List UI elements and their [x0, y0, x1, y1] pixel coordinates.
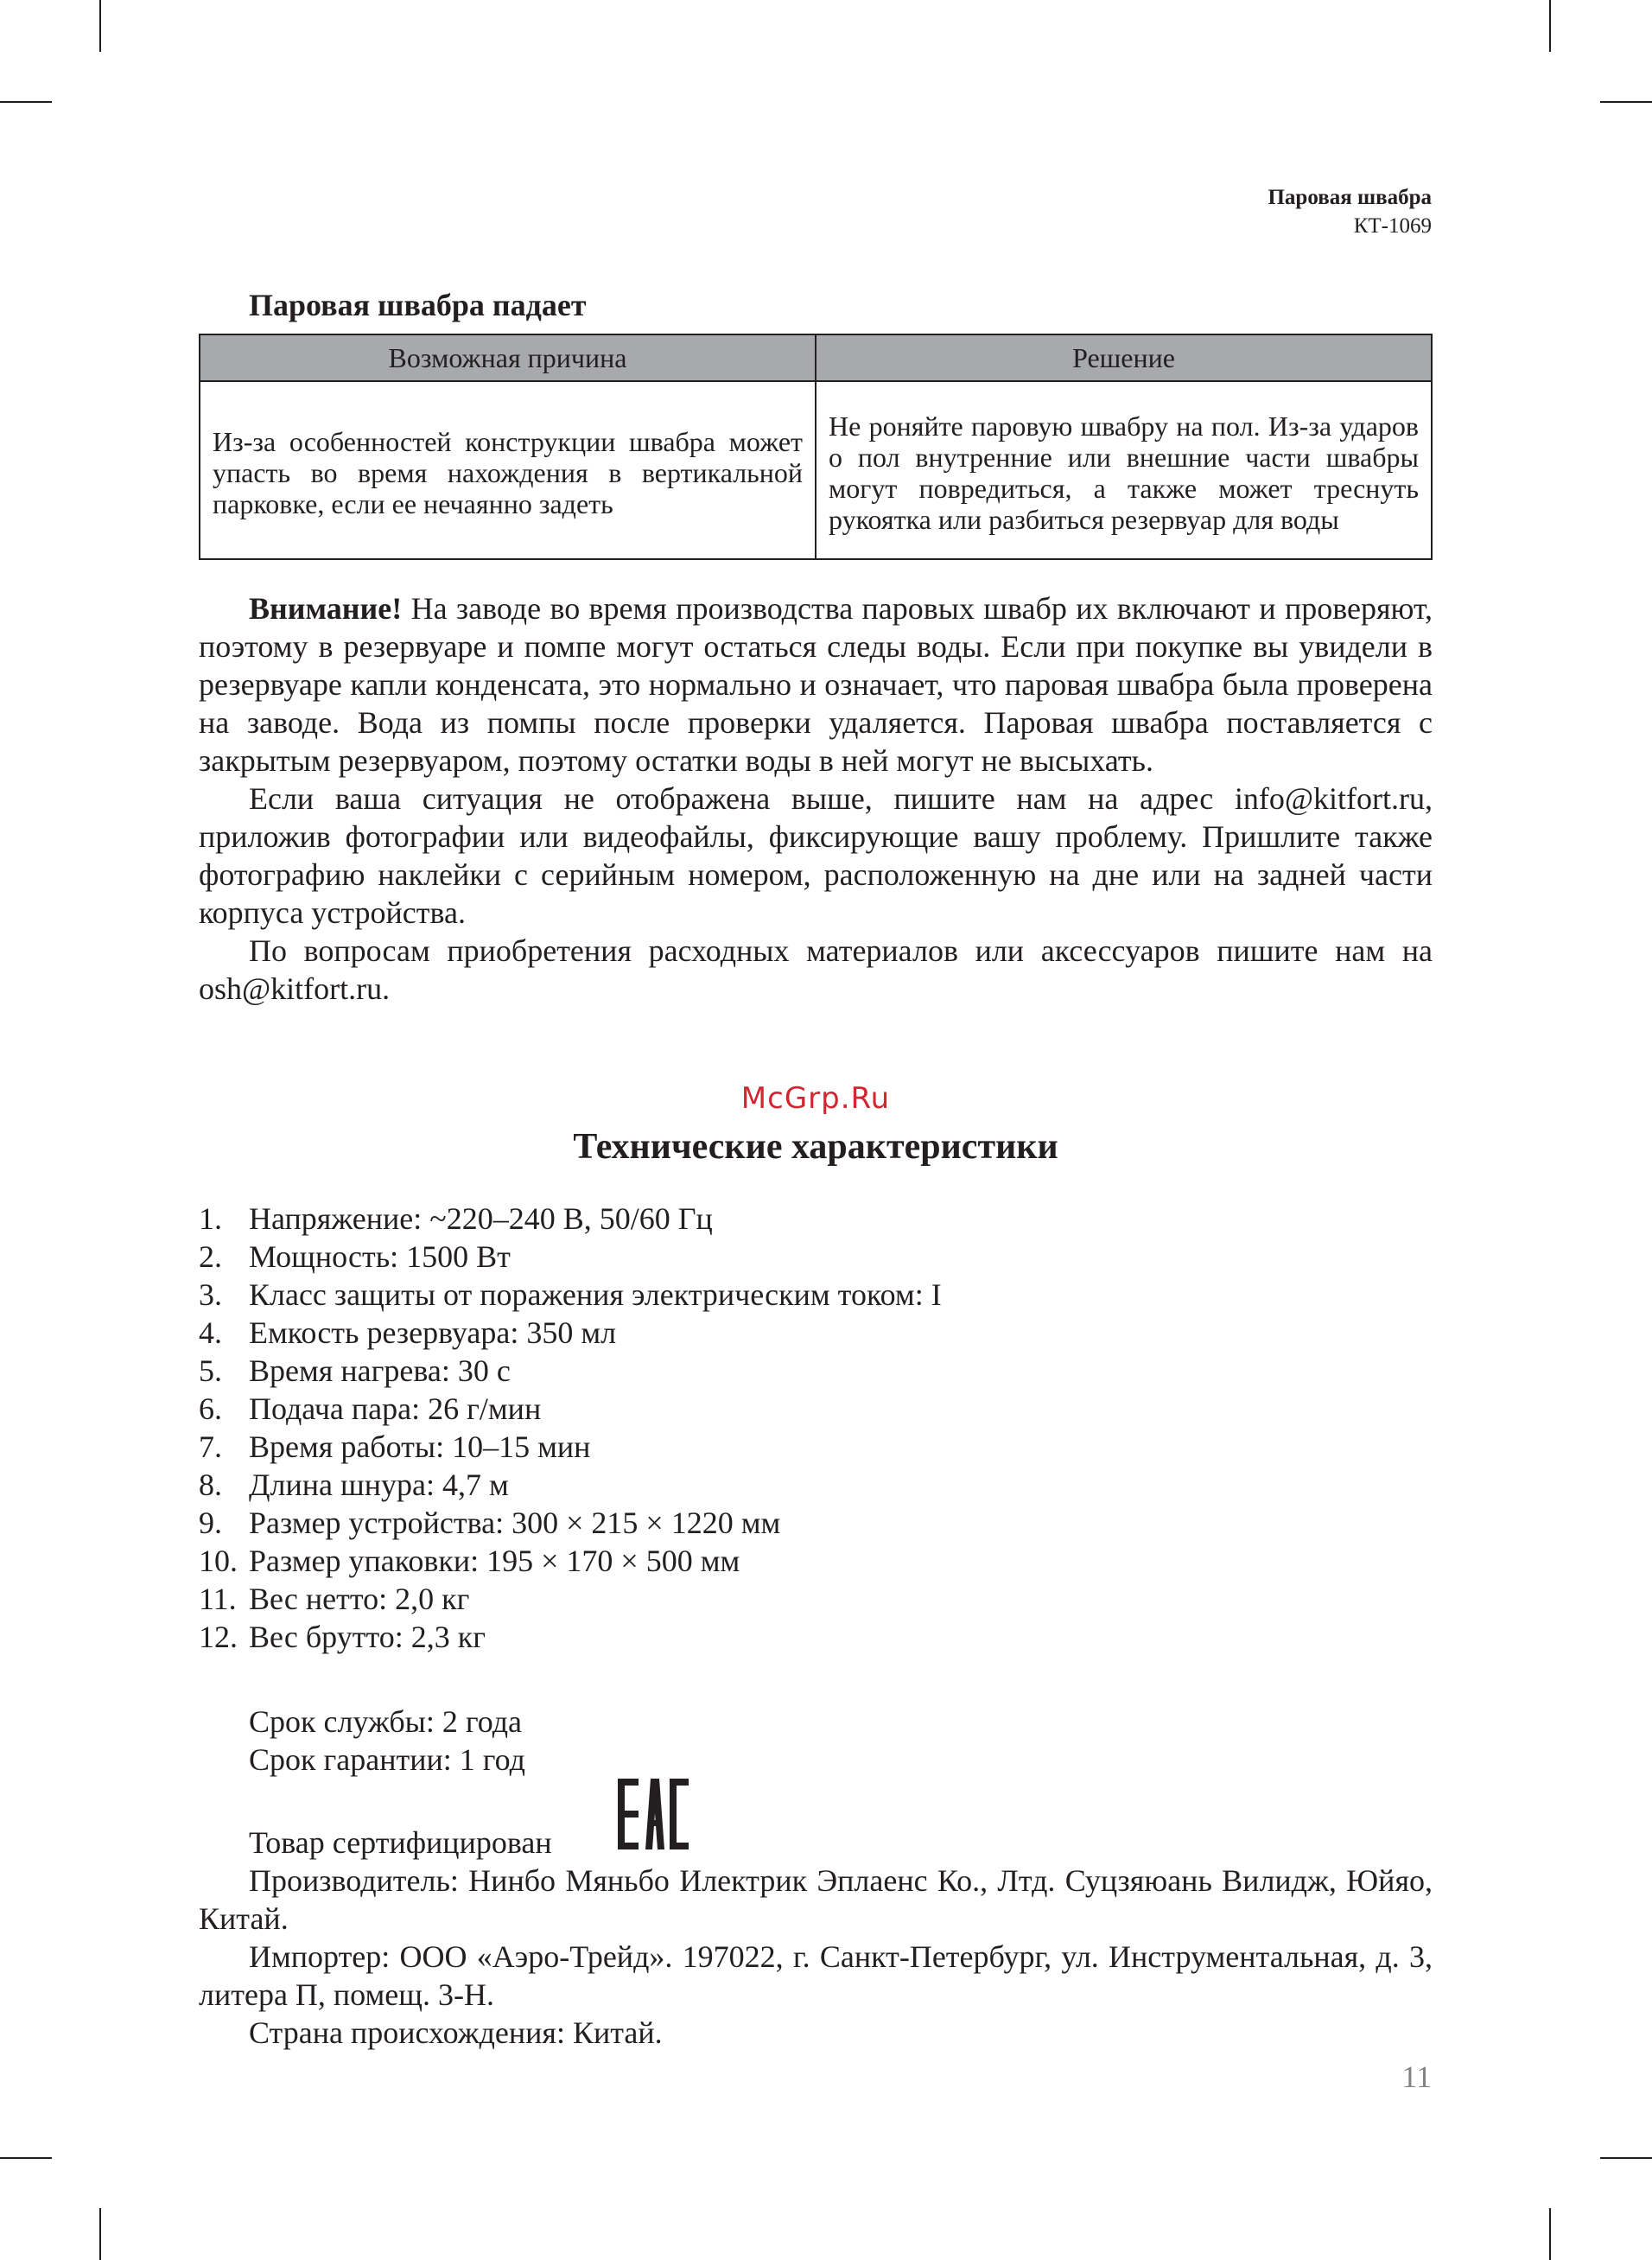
page-content [199, 285, 1433, 2052]
contact-paragraph: Если ваша ситуация не отображена выше, пишите нам на адрес info@kitfort.ru, приложив фотографии или видеофайлы, фиксирующие вашу проблему. Пришлите также фотографию наклейки с серийным номером, расположенную на дне или на задней части корпуса устройства. [199, 781, 1433, 930]
list-item: 9. Размер устройства: 300 × 215 × 1220 мм [199, 1506, 781, 1540]
running-header [1268, 183, 1432, 240]
accessories-paragraph: По вопросам приобретения расходных материалов или аксессуаров пишите нам на osh@kitfort.ru. [199, 933, 1433, 1006]
cause-cell: Из-за особенностей конструкции швабра может упасть во время нахождения в вертикальной парковке, если ее нечаянно задеть [200, 381, 816, 559]
warning-label: Внимание! [249, 591, 403, 626]
list-item: 2. Мощность: 1500 Вт [199, 1239, 511, 1274]
origin: Страна происхождения: Китай. [249, 2015, 663, 2050]
crop-mark [1600, 2157, 1652, 2159]
warranty: Срок гарантии: 1 год [249, 1742, 525, 1777]
list-item: 5. Время нагрева: 30 с [199, 1353, 511, 1388]
crop-mark [1600, 101, 1652, 103]
header-model: КТ-1069 [1353, 214, 1432, 238]
list-item: 11. Вес нетто: 2,0 кг [199, 1582, 470, 1616]
watermark: McGrp.Ru [740, 1081, 891, 1116]
list-item: 4. Емкость резервуара: 350 мл [199, 1315, 617, 1350]
list-item: 6. Подача пара: 26 г/мин [199, 1391, 542, 1426]
warning-text: На заводе во время производства паровых швабр их включают и проверяют, поэтому в резервуаре и помпе могут остаться следы воды. Если при покупке вы увидели в резервуаре капли конденсата, это нормально и означает, что паровая швабра была проверена на заводе. Вода из помпы после проверки удаляется. Паровая швабра поставляется с закрытым резервуаром, поэтому остатки воды в ней могут не высыхать. [199, 591, 1433, 778]
list-item: 1. Напряжение: ~220–240 В, 50/60 Гц [199, 1201, 713, 1236]
body-text [199, 589, 1433, 1008]
page-number: 11 [1401, 2059, 1432, 2094]
table-row [200, 381, 1432, 559]
list-item: 12. Вес брутто: 2,3 кг [199, 1620, 486, 1654]
specs-list [199, 1200, 1433, 1656]
solution-cell: Не роняйте паровую швабру на пол. Из-за ударов о пол внутренние или внешние части швабры могут повредиться, а также может треснуть рукоятка или разбиться резервуар для воды [816, 381, 1432, 559]
table-header-row [200, 334, 1432, 381]
crop-mark [99, 2208, 101, 2260]
certified-text: Товар сертифицирован [249, 1825, 552, 1860]
certification [199, 1779, 1433, 1862]
list-item: 8. Длина шнура: 4,7 м [199, 1467, 509, 1502]
crop-mark [0, 101, 52, 103]
crop-mark [1549, 0, 1551, 52]
column-header-solution: Решение [816, 334, 1432, 381]
troubleshooting-table [199, 334, 1433, 560]
list-item: 10. Размер упаковки: 195 × 170 × 500 мм [199, 1544, 740, 1578]
specs-title: Технические характеристики [573, 1127, 1058, 1167]
list-item: 7. Время работы: 10–15 мин [199, 1429, 591, 1464]
crop-mark [0, 2157, 52, 2159]
crop-mark [1549, 2208, 1551, 2260]
header-title: Паровая швабра [1268, 186, 1432, 209]
manufacturer: Производитель: Нинбо Мяньбо Илектрик Эплаенс Ко., Лтд. Суцзяюань Вилидж, Юйяо, Китай. [199, 1863, 1433, 1936]
trouble-title: Паровая швабра падает [249, 288, 587, 322]
column-header-cause: Возможная причина [200, 334, 816, 381]
list-item: 3. Класс защиты от поражения электрическим током: I [199, 1277, 942, 1312]
eac-mark-icon [568, 1779, 689, 1858]
product-info [199, 1703, 1433, 2052]
importer: Импортер: ООО «Аэро-Трейд». 197022, г. Санкт-Петербург, ул. Инструментальная, д. 3, литера П, помещ. 3-Н. [199, 1939, 1433, 2012]
service-life: Срок службы: 2 года [249, 1704, 523, 1739]
warning-paragraph [199, 589, 1433, 780]
crop-mark [99, 0, 101, 52]
